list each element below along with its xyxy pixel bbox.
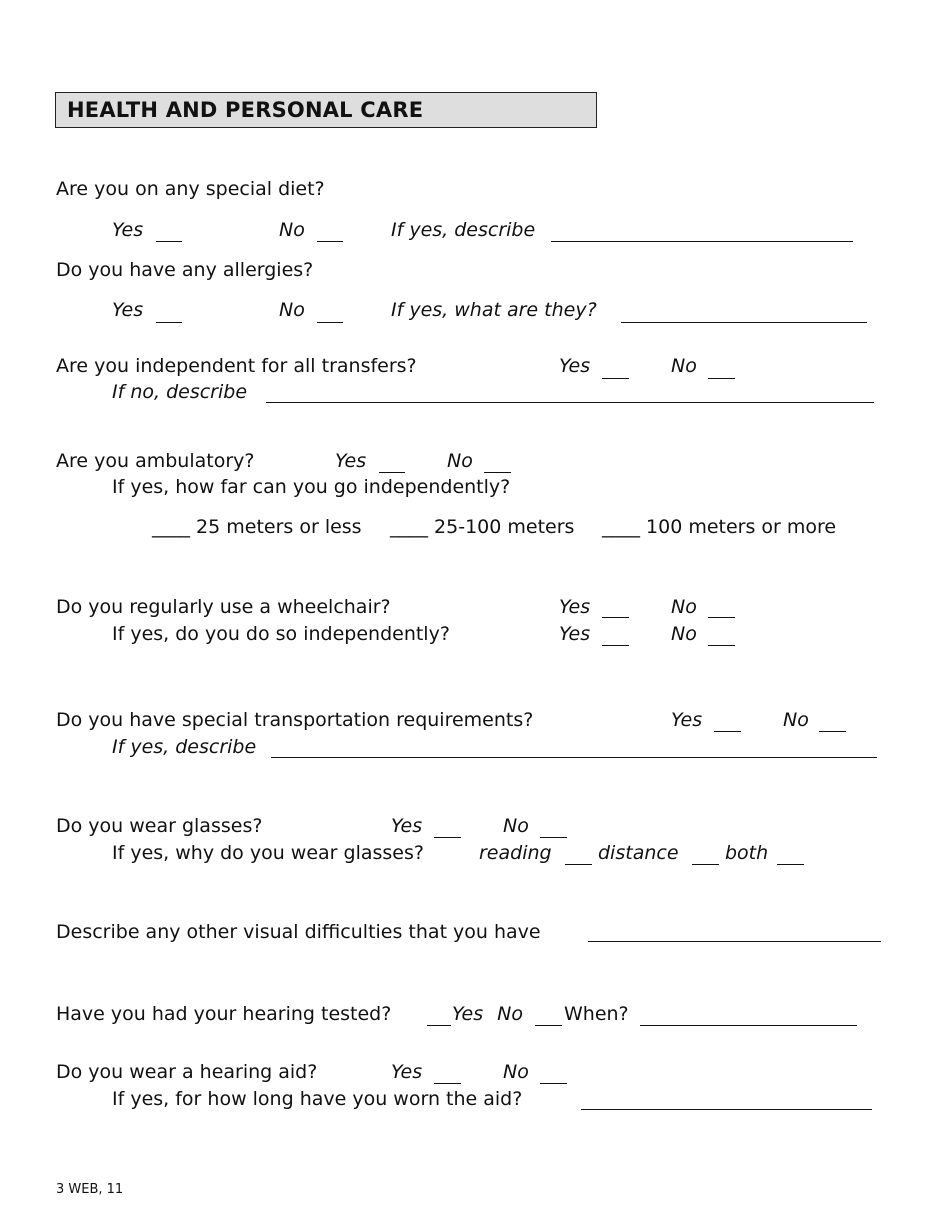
glasses-no-field[interactable] [540,837,567,838]
allergies-no-field[interactable] [317,322,343,323]
ambulatory-yes-label: Yes [335,450,367,472]
allergies-yes-field[interactable] [156,322,182,323]
wheelchair-no-field[interactable] [708,617,735,618]
hearing-when-label: When? [564,1003,629,1025]
question-glasses: Do you wear glasses? [56,815,263,837]
glasses-both-field[interactable] [777,864,804,865]
question-visual: Describe any other visual difficulties that you have [56,921,541,943]
allergies-what-label: If yes, what are they? [391,299,597,321]
transfers-describe-field[interactable] [266,402,874,403]
glasses-no-label: No [503,815,529,837]
allergies-what-field[interactable] [621,322,867,323]
glasses-followup: If yes, why do you wear glasses? [112,842,424,864]
visual-field[interactable] [588,941,881,942]
transport-yes-field[interactable] [714,731,741,732]
hearing-aid-no-label: No [503,1061,529,1083]
question-allergies: Do you have any allergies? [56,259,314,281]
transfers-describe-label: If no, describe [112,381,248,403]
distance-option-25[interactable]: ____ 25 meters or less [152,516,362,538]
hearing-when-field[interactable] [640,1025,857,1026]
glasses-both-label: both [725,842,769,864]
wheelchair-followup: If yes, do you do so independently? [112,623,450,645]
transport-no-label: No [783,709,809,731]
wheelchair-indep-no-field[interactable] [708,645,735,646]
hearing-yes-no-label: Yes No [452,1003,523,1025]
transfers-yes-label: Yes [559,355,591,377]
diet-yes-field[interactable] [156,241,182,242]
question-diet: Are you on any special diet? [56,178,325,200]
wheelchair-indep-no-label: No [671,623,697,645]
transfers-no-field[interactable] [708,378,735,379]
glasses-reading-label: reading [479,842,552,864]
ambulatory-followup: If yes, how far can you go independently? [112,476,511,498]
question-hearing-aid: Do you wear a hearing aid? [56,1061,318,1083]
diet-describe-field[interactable] [551,241,853,242]
transport-yes-label: Yes [671,709,703,731]
glasses-distance-label: distance [598,842,679,864]
wheelchair-yes-field[interactable] [602,617,629,618]
section-header [55,92,597,128]
question-ambulatory: Are you ambulatory? [56,450,255,472]
distance-option-100[interactable]: ____ 100 meters or more [602,516,837,538]
question-wheelchair: Do you regularly use a wheelchair? [56,596,391,618]
hearing-yes-field[interactable] [427,1025,451,1026]
glasses-yes-label: Yes [391,815,423,837]
transport-describe-label: If yes, describe [112,736,257,758]
hearing-aid-yes-label: Yes [391,1061,423,1083]
diet-no-label: No [279,219,305,241]
diet-no-field[interactable] [317,241,343,242]
transport-no-field[interactable] [819,731,846,732]
question-hearing-tested: Have you had your hearing tested? [56,1003,392,1025]
distance-option-25-100[interactable]: ____ 25-100 meters [390,516,575,538]
transport-describe-field[interactable] [271,757,877,758]
hearing-aid-followup: If yes, for how long have you worn the aid? [112,1088,523,1110]
question-transportation: Do you have special transportation requirements? [56,709,534,731]
hearing-aid-no-field[interactable] [540,1083,567,1084]
ambulatory-no-label: No [447,450,473,472]
page-footer: 3 WEB, 11 [56,1182,124,1197]
hearing-aid-yes-field[interactable] [434,1083,461,1084]
ambulatory-yes-field[interactable] [379,472,405,473]
allergies-no-label: No [279,299,305,321]
glasses-reading-field[interactable] [565,864,592,865]
section-title: HEALTH AND PERSONAL CARE [67,98,424,122]
wheelchair-indep-yes-label: Yes [559,623,591,645]
wheelchair-indep-yes-field[interactable] [602,645,629,646]
wheelchair-yes-label: Yes [559,596,591,618]
hearing-aid-duration-field[interactable] [581,1109,872,1110]
hearing-no-field[interactable] [535,1025,562,1026]
transfers-yes-field[interactable] [602,378,629,379]
allergies-yes-label: Yes [112,299,144,321]
diet-describe-label: If yes, describe [391,219,536,241]
ambulatory-no-field[interactable] [484,472,511,473]
question-transfers: Are you independent for all transfers? [56,355,417,377]
wheelchair-no-label: No [671,596,697,618]
glasses-yes-field[interactable] [434,837,461,838]
transfers-no-label: No [671,355,697,377]
glasses-distance-field[interactable] [692,864,719,865]
diet-yes-label: Yes [112,219,144,241]
